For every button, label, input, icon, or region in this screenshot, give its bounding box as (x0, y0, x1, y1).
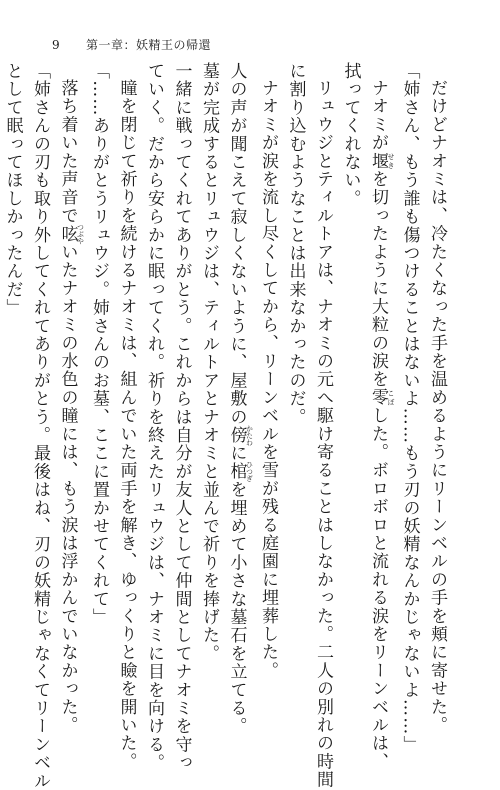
text-segment: 「姉さん、もう誰も傷つけることはないよ……もう刃の妖精なんかじゃないよ……」 (399, 62, 420, 754)
ruby-base: 棺 (226, 461, 247, 482)
text-segment: 「……ありがとうリュウジ。姉さんのお墓、ここに置かせてくれて」 (89, 62, 109, 627)
ruby-reading: つぶや (76, 223, 85, 245)
text-line (167, 62, 195, 772)
text-line (364, 62, 396, 771)
ruby-base: 傍 (226, 424, 247, 446)
text-line (0, 62, 26, 662)
narration-paragraph (195, 62, 282, 736)
body-text (2, 62, 450, 790)
text-line (112, 62, 140, 771)
ruby-reading: せき (387, 151, 395, 171)
text-segment: 人の声が聞こえて寂しくないように、屋敷の (226, 62, 247, 426)
ruby-base: 堰 (368, 151, 388, 171)
text-segment: 拭ってくれない。 (340, 62, 361, 208)
text-segment: ていく。だから安らかに眠ってくれ。祈りを終えたリュウジは、ナオミに目を向ける。 (144, 62, 164, 772)
text-segment: ナオミが (368, 79, 388, 152)
text-segment: だけどナオミは、冷たくなった手を温めるようにリーンベルの手を頬に寄せた。 (427, 79, 447, 735)
dialogue-paragraph (85, 62, 113, 662)
text-segment: を埋めて小さな墓石を立てる。 (226, 480, 247, 736)
text-line (53, 62, 85, 735)
narration-paragraph (336, 62, 395, 771)
text-line (222, 62, 254, 736)
narration-paragraph (281, 62, 336, 789)
text-line (336, 62, 364, 662)
ruby-base: 呟 (57, 223, 78, 245)
narration-paragraph (53, 62, 85, 735)
text-line (309, 62, 337, 789)
text-segment: 落ち着いた声音で (57, 79, 78, 225)
ruby-annotated-word (226, 424, 254, 446)
ruby-annotated-word (368, 388, 395, 407)
ruby-reading: ひつぎ (245, 461, 254, 483)
text-segment: 瞳を閉じて祈りを続けるナオミは、組んでいた両手を解き、ゆっくりと瞼を開いた。 (116, 79, 137, 771)
running-header (52, 36, 211, 53)
ruby-reading: こぼ (387, 388, 395, 407)
text-line (395, 62, 423, 754)
text-segment: 墓が完成するとリュウジは、ティルトアとナオミと並んで祈りを捧げた。 (199, 62, 219, 663)
ruby-annotated-word (368, 151, 395, 171)
page-number: 9 (52, 38, 61, 52)
chapter-title: 第一章：妖精王の帰還 (86, 38, 212, 52)
text-segment: に (226, 444, 247, 463)
ruby-annotated-word (226, 461, 254, 483)
dialogue-paragraph (140, 62, 195, 772)
text-line (423, 62, 451, 735)
text-line (85, 62, 113, 662)
text-segment: 「姉さんの刃も取り外してくれてありがとう。最後はね、刃の妖精じゃなくてリーンベル (30, 62, 50, 790)
dialogue-paragraph (0, 62, 53, 790)
text-line (195, 62, 223, 662)
ruby-reading: かたわ (245, 424, 254, 446)
narration-paragraph (423, 62, 451, 735)
text-line (26, 62, 54, 790)
dialogue-paragraph (395, 62, 423, 754)
narration-paragraph (112, 62, 140, 771)
ruby-annotated-word (57, 223, 85, 245)
text-line (281, 62, 309, 662)
text-segment: リュウジとティルトアは、ナオミの元へ駆け寄ることはしなかった。二人の別れの時間 (313, 79, 333, 789)
text-segment: として眠ってほしかったんだ」 (2, 62, 23, 317)
text-segment: を切ったように大粒の涙を (368, 170, 388, 389)
text-segment: した。ボロボロと流れる涙をリーンベルは、 (368, 406, 388, 771)
text-line (254, 62, 282, 680)
text-segment: ナオミが涙を流し尽くしてから、リーンベルを雪が残る庭園に埋葬した。 (258, 79, 278, 680)
text-segment: 一緒に戦ってくれてありがとう。これからは自分が友人として仲間としてナオミを守っ (171, 62, 192, 772)
text-line (140, 62, 168, 772)
ruby-base: 零 (368, 388, 388, 407)
text-segment: に割り込むようなことは出来なかったのだ。 (285, 62, 306, 426)
text-segment: いたナオミの水色の瞳には、もう涙は浮かんでいなかった。 (57, 242, 78, 735)
